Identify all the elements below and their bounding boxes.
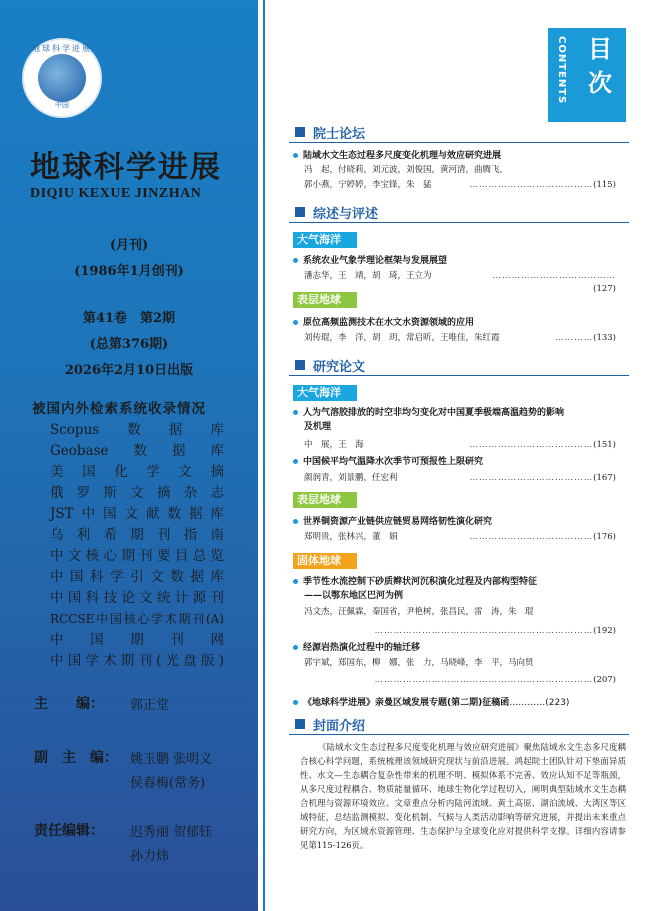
section-header	[289, 713, 629, 735]
article-page	[430, 531, 616, 544]
section-rule	[289, 222, 629, 223]
article-page	[470, 270, 616, 296]
square-icon	[295, 719, 305, 729]
article-title-text: 《地球科学进展》亲曼区域发展专题(第二期)征稿函	[303, 698, 510, 708]
section-rule	[289, 142, 629, 143]
page-number: (223)	[545, 698, 570, 708]
article-authors: 郭小燕，宁婷婷，李宝锋，朱 猛	[304, 180, 432, 190]
article-authors: 颜润青，刘景鹏，任宏利	[304, 473, 398, 483]
index-item: 乌利希期刊指南	[50, 527, 224, 543]
logo-text: 地球科学进展	[32, 44, 92, 53]
article-page	[304, 179, 616, 192]
article-title[interactable]	[293, 456, 613, 469]
page-number: (127)	[593, 284, 616, 294]
page-number: (167)	[593, 473, 616, 483]
bullet-icon	[293, 519, 298, 524]
leader-dots: …………………………………	[492, 271, 616, 281]
section-rule	[289, 734, 629, 735]
article-page	[400, 439, 616, 452]
founded: (1986年1月创刊)	[74, 264, 184, 279]
frequency: (月刊)	[109, 238, 149, 253]
contents-en: CONTENTS	[556, 36, 567, 105]
cover-intro-text: 《陆域水文生态过程多尺度变化机理与效应研究进展》聚焦陆域水文生态多尺度耦合核心科学问题，系统梳理该领域研究现状与前沿进展。鸿起院士团队针对下垫面异质性、水文—生态耦合复杂性带来的机理不明、模拟体系不完善、效应认知不足等瓶颈，从多尺度过程耦合、物质能量循环、地球生物化学过程切入，阐明典型陆域水文生态耦合机理与资源环境效应。文章重点分析内陆河流域、黄土高原、湖泊流域、大湾区等区域特征，总结监测模拟、变化机制、气候与人类活动影响等研究进展，并提出未来重点研究方向，为区域水资源管理、生态保护与全球变化应对提供科学支撑。详细内容请参见第115-126页。	[300, 742, 626, 850]
section-header	[289, 354, 629, 376]
square-icon	[295, 127, 305, 137]
index-item: 中国科学引文数据库	[50, 569, 224, 585]
article-authors: 郭宇斌，郑国东，柳 娜，张 力，马晓峰，李 平，马向贤	[304, 658, 534, 668]
section-label: 封面介绍	[313, 719, 366, 734]
resp-editor-label: 责任编辑：	[34, 823, 104, 839]
article-title[interactable]	[293, 697, 613, 710]
category-tag: 固体地球	[293, 553, 357, 569]
globe-icon	[38, 54, 86, 102]
article-page	[304, 625, 616, 638]
chief-editor: 郭正堂	[130, 698, 170, 713]
leader-dots: …………………………………	[469, 180, 594, 190]
leader-dots: ……………………………………………………………	[374, 675, 594, 685]
journal-logo	[22, 38, 102, 118]
volume-issue: 第41卷 第2期	[82, 311, 176, 326]
index-item: 中国科技论文统计源刊	[50, 590, 224, 606]
indexing-heading: 被国内外检索系统收录情况	[32, 401, 206, 417]
article-title[interactable]	[293, 576, 613, 589]
section-header	[289, 121, 629, 143]
article-title[interactable]	[293, 516, 613, 529]
article-title-text: 系统农业气象学理论框架与发展展望	[303, 256, 448, 266]
category-tag: 表层地球	[293, 292, 357, 308]
resp-editor-2: 孙力炜	[130, 849, 170, 864]
section-label: 院士论坛	[313, 127, 366, 142]
bullet-icon	[293, 320, 298, 325]
divider-line	[263, 0, 265, 911]
article-title-text: 陆域水文生态过程多尺度变化机理与效应研究进展	[303, 151, 502, 161]
chief-editor-label: 主 编：	[34, 696, 104, 712]
section-label: 综述与评述	[313, 207, 379, 222]
article-title-cont: 及机理	[304, 422, 332, 432]
leader-dots: …………	[509, 698, 546, 708]
bullet-icon	[293, 153, 298, 158]
leader-dots: …………………………………	[469, 473, 594, 483]
page-number: (151)	[593, 440, 616, 450]
index-item: Geobase数据库	[50, 443, 224, 459]
journal-title-en: DIQIU KEXUE JINZHAN	[30, 186, 202, 201]
index-item: JST中国文献数据库	[50, 506, 224, 522]
article-title-text: 世界铜资源产业链供应链贸易网络韧性演化研究	[303, 517, 493, 527]
total-issue: (总第376期)	[89, 337, 169, 352]
leader-dots: …………	[555, 333, 594, 343]
section-header	[289, 201, 629, 223]
article-title-cont: ——以鄂东地区巴河为例	[304, 591, 404, 601]
square-icon	[295, 360, 305, 370]
bullet-icon	[293, 459, 298, 464]
square-icon	[295, 207, 305, 217]
article-title[interactable]	[293, 642, 613, 655]
index-item: Scopus数据库	[50, 422, 224, 438]
bullet-icon	[293, 579, 298, 584]
index-item: 中国期刊网	[50, 632, 224, 648]
page-number: (115)	[593, 180, 616, 190]
category-tag: 大气海洋	[293, 385, 357, 401]
article-title[interactable]	[293, 255, 613, 268]
article-page	[440, 472, 616, 485]
article-title[interactable]	[293, 407, 613, 420]
article-page	[304, 674, 616, 687]
journal-title-cn: 地球科学进展	[30, 150, 222, 185]
bullet-icon	[293, 258, 298, 263]
deputy-editor-1: 姚玉鹏 张明义	[130, 752, 213, 767]
article-authors: 中 展，王 海	[304, 440, 364, 450]
deputy-editor-label: 副 主 编：	[34, 750, 118, 766]
article-title[interactable]	[293, 317, 613, 330]
bullet-icon	[293, 645, 298, 650]
article-authors: 冯文杰，汪佩霖，秦国省，尹艳树，张昌民，雷 涛，朱 琨	[304, 607, 534, 617]
category-tag: 大气海洋	[293, 232, 357, 248]
article-authors: 冯 起，付晓莉，刘元波，刘俊国，黄河清，曲腾飞，	[304, 165, 509, 175]
bullet-icon	[293, 700, 298, 705]
leader-dots: ……………………………………………………………	[374, 626, 594, 636]
article-title-text: 经源岩热演化过程中的轴迁移	[303, 643, 421, 653]
index-item: 美国化学文摘	[50, 464, 224, 480]
article-title-text: 季节性水流控制下砂质辫状河沉积演化过程及内部构型特征	[303, 577, 538, 587]
article-title-text: 中国候平均气温降水次季节可预报性上限研究	[303, 457, 484, 467]
article-title[interactable]	[293, 150, 613, 163]
index-item: RCCSE中国核心学术期刊(A)	[50, 612, 224, 626]
leader-dots: …………………………………	[469, 440, 594, 450]
index-item: 中国学术期刊(光盘版)	[50, 653, 224, 669]
logo-country: 中国	[55, 101, 69, 109]
page-number: (176)	[593, 532, 616, 542]
leader-dots: …………………………………	[469, 532, 594, 542]
section-label: 研究论文	[313, 360, 366, 375]
deputy-editor-2: 侯春梅(常务)	[130, 776, 206, 791]
resp-editor-1: 迟秀丽 贺郁钰	[130, 825, 213, 840]
article-authors: 潘志华，王 靖，胡 琦，王立为	[304, 271, 432, 281]
index-item: 中文核心期刊要目总览	[50, 548, 224, 564]
index-item: 俄罗斯文摘杂志	[50, 485, 224, 501]
category-tag: 表层地球	[293, 492, 357, 508]
pub-date: 2026年2月10日出版	[64, 363, 194, 378]
contents-cn: 目次	[588, 35, 612, 97]
bullet-icon	[293, 410, 298, 415]
page-number: (133)	[593, 333, 616, 343]
article-page	[540, 332, 616, 345]
section-rule	[289, 375, 629, 376]
article-authors: 刘传琨，李 洋，胡 玥，常启昕，王唯佳，朱红霞	[304, 333, 500, 343]
page-number: (207)	[593, 675, 616, 685]
article-authors: 郑明贵，张林兴，董 娟	[304, 532, 398, 542]
article-title-text: 原位高频监测技术在水文水资源领域的应用	[303, 318, 475, 328]
article-title-text: 人为气溶胶排放的时空非均匀变化对中国夏季极端高温趋势的影响	[303, 408, 565, 418]
page-number: (192)	[593, 626, 616, 636]
